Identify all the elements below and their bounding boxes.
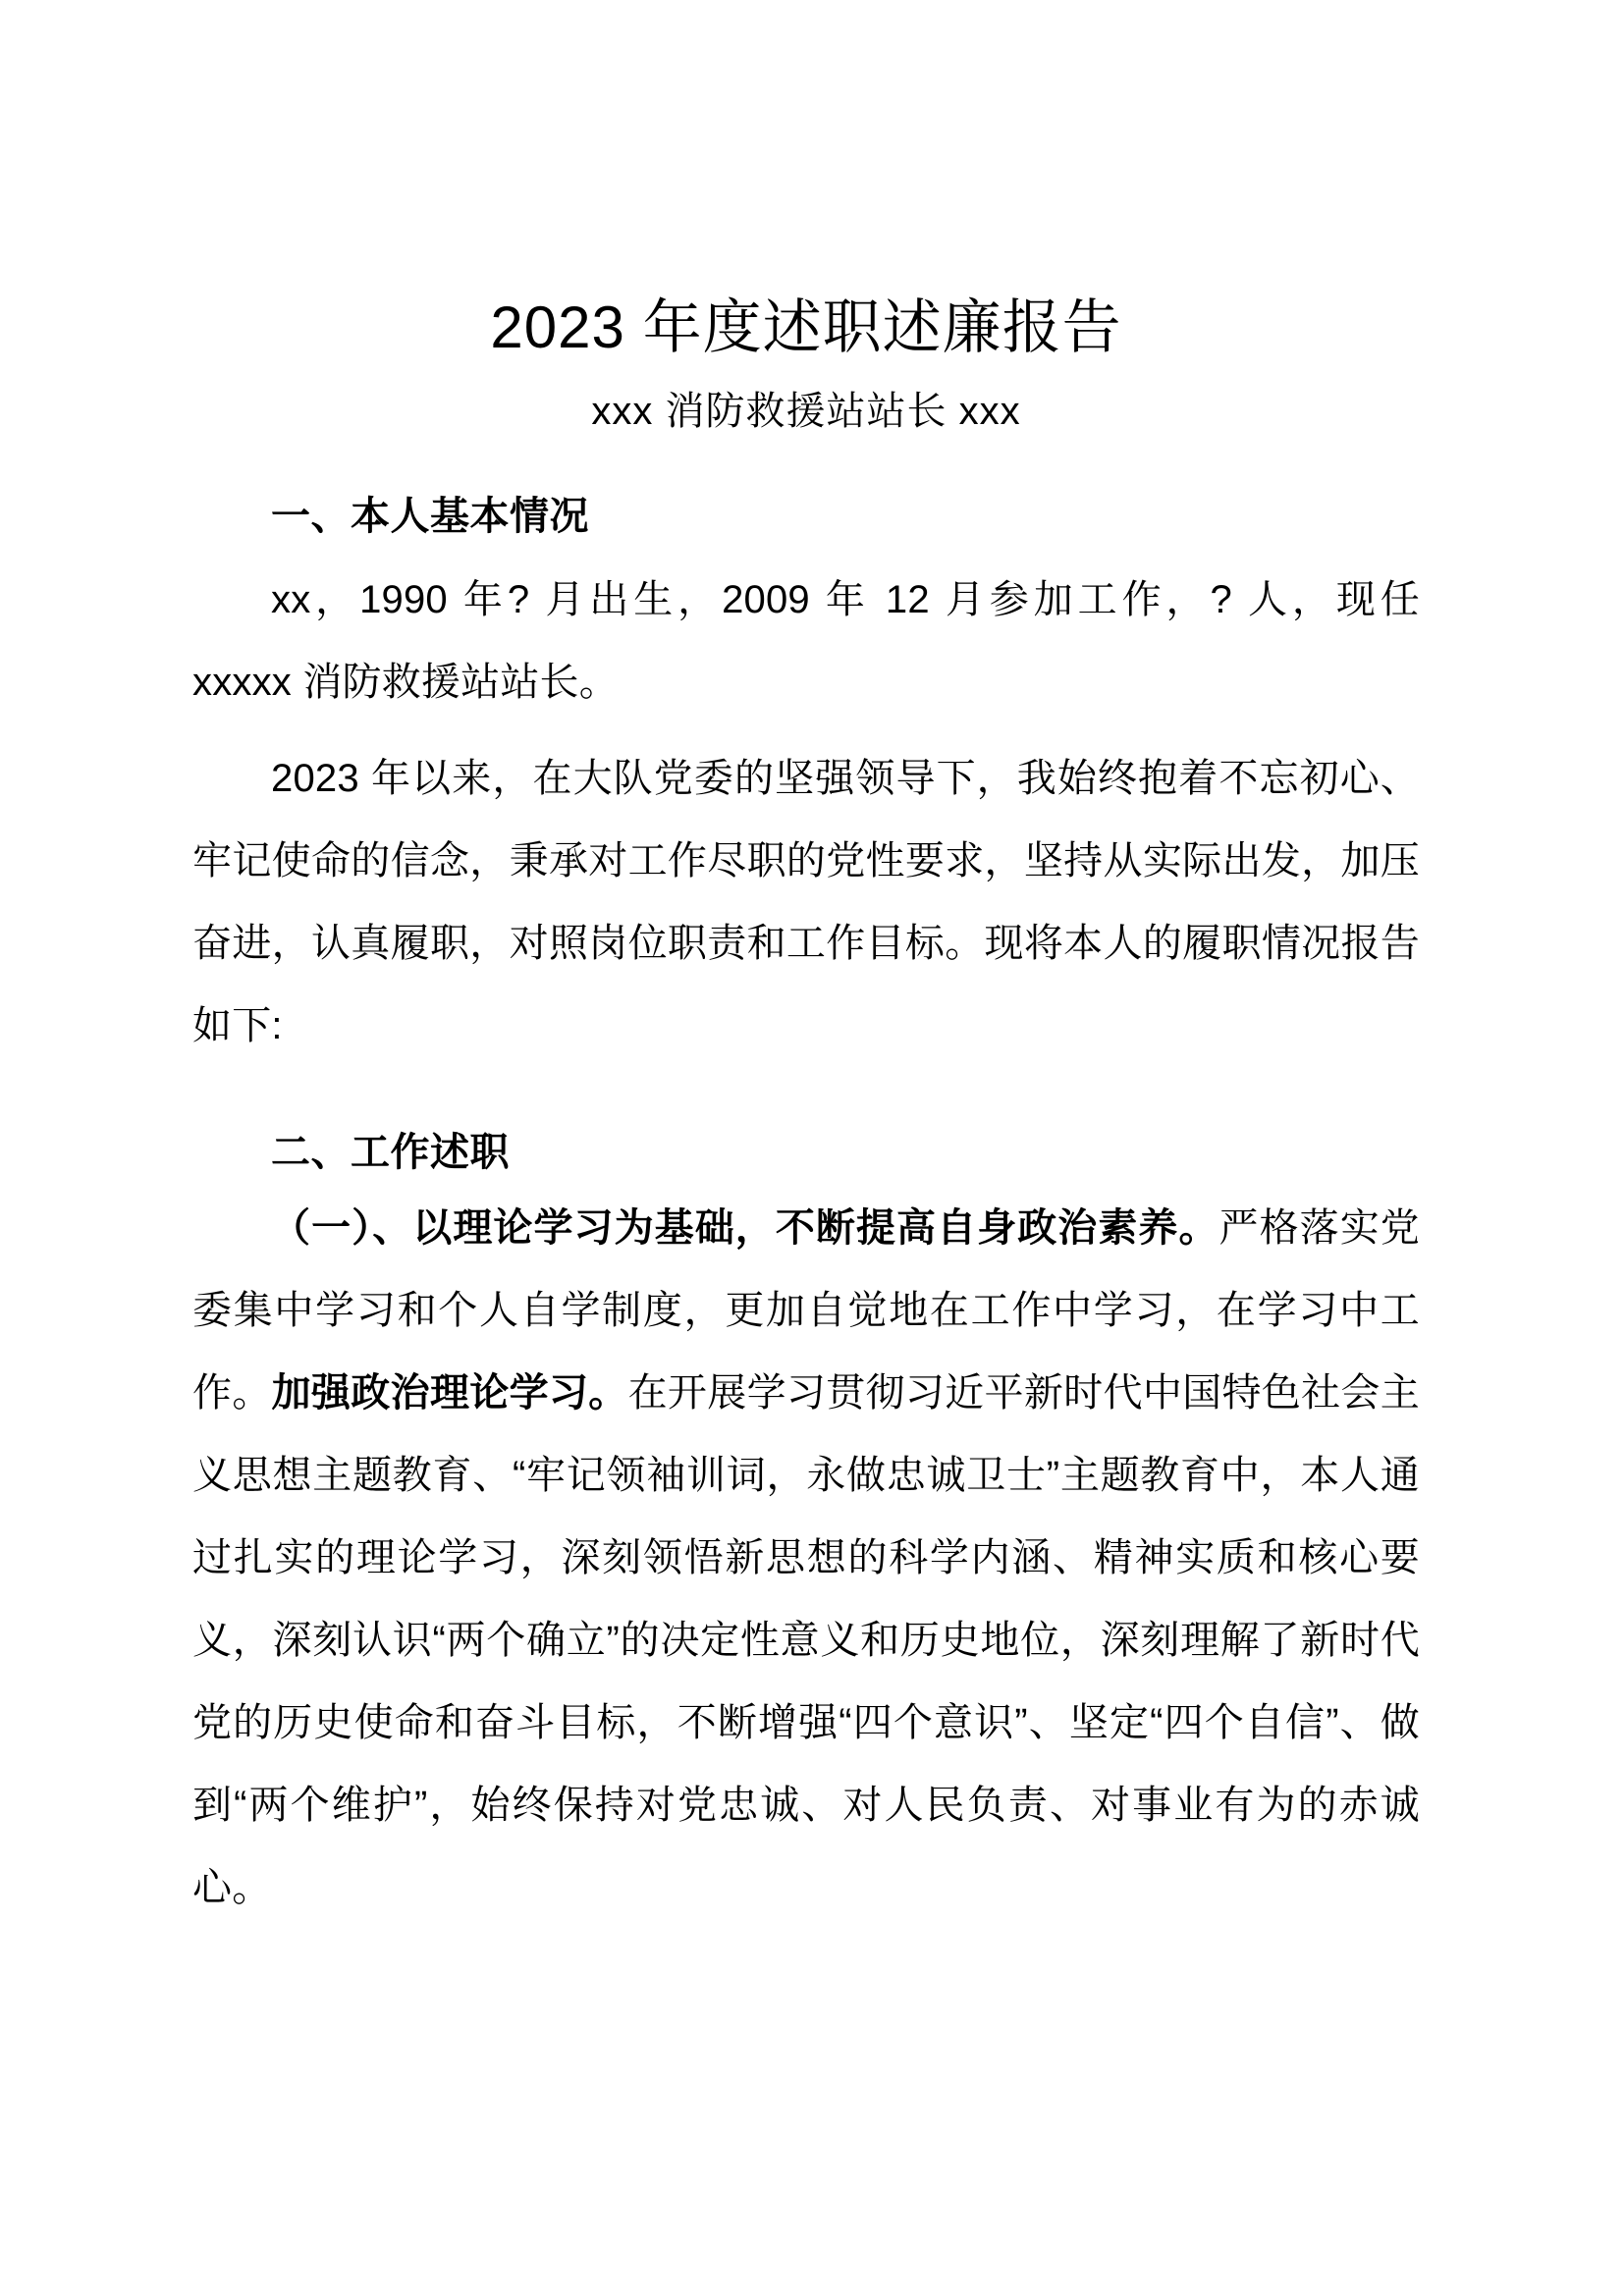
paragraph-basic-info: xx，1990 年? 月出生，2009 年 12 月参加工作，? 人，现任 xxxxx 消防救援站站长。 — [192, 578, 1420, 704]
page-title: 2023 年度述职述廉报告 — [490, 294, 1122, 360]
subsection-one-text-part-one: 严格落实党委集中学习和个人自学制度，更加自觉地在工作中学习，在学习中工作。 — [192, 1206, 1420, 1415]
document-subtitle: xxx 消防救援站站长 xxx — [591, 390, 1021, 433]
subsection-one-bold-lead: （一）、以理论学习为基础，不断提高自身政治素养。 — [271, 1206, 1219, 1250]
paragraph-year-overview: 2023 年以来，在大队党委的坚强领导下，我始终抱着不忘初心、牢记使命的信念，秉承对工作尽职的党性要求，坚持从实际出发，加压奋进，认真履职，对照岗位职责和工作目标。现将本人的履职情况报告如下: — [192, 757, 1420, 1047]
subsection-one-bold-mid: 加强政治理论学习。 — [271, 1371, 628, 1415]
subsection-one-text-part-two: 在开展学习贯彻习近平新时代中国特色社会主义思想主题教育、“牢记领袖训词，永做忠诚卫士”主题教育中，本人通过扎实的理论学习，深刻领悟新思想的科学内涵、精神实质和核心要义，深刻认识“两个确立”的决定性意义和历史地位，深刻理解了新时代党的历史使命和奋斗目标，不断增强“四个意识”、坚定“四个自信”、做到“两个维护”，始终保持对党忠诚、对人民负责、对事业有为的赤诚心。 — [192, 1371, 1420, 1909]
section-heading-two: 二、工作述职 — [271, 1131, 510, 1174]
section-heading-one: 一、本人基本情况 — [271, 495, 589, 538]
document-content — [192, 0, 1420, 1929]
paragraph-subsection-one — [192, 1181, 1420, 1929]
